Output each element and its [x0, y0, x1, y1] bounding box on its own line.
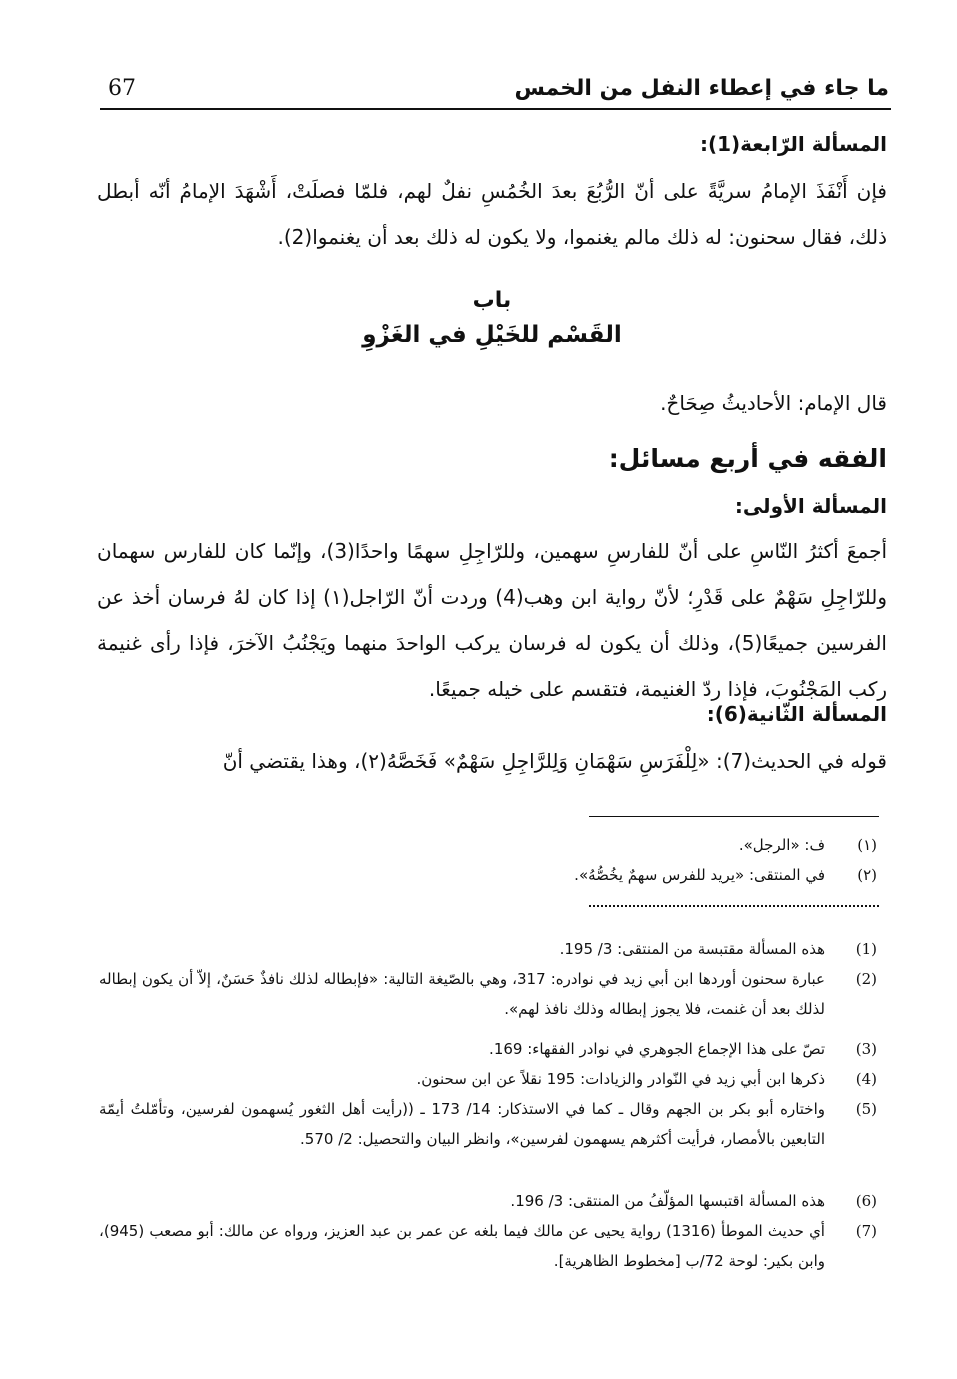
- footnote: [99, 964, 877, 1024]
- footnote: [99, 1094, 877, 1154]
- footnote-number: (5): [855, 1100, 877, 1118]
- fiqh-heading: الفقه في أربع مسائل:: [608, 444, 887, 473]
- masala-rabia-heading: المسألة الرّابعة(1):: [699, 132, 887, 156]
- footnote: [99, 1034, 877, 1064]
- footnote-number: (1): [855, 940, 877, 958]
- footnote-text: هذه المسألة مقتبسة من المنتقى: 3/ 195.: [559, 940, 825, 958]
- running-header-title: ما جاء في إعطاء النفل من الخمس: [514, 76, 889, 101]
- imam-statement: قال الإمام: الأحاديثُ صِحَاحٌ.: [660, 391, 887, 415]
- masala-rabia-paragraph: فإن أَنْفَذَ الإمامُ سريَّةً على أنّ الرُّبُعَ بعدَ الخُمُسِ نفلٌ لهم، فلمّا فصلَتْ، أَشْهَدَ الإمامُ أنّه أبطل ذلك، فقال سحنون: له ذلك مالم يغنموا، ولا يكون له ذلك بعد أن يغنموا(2).: [97, 179, 887, 249]
- masala-thaniya-paragraph: قوله في الحديث(7): «لِلْفَرَسِ سَهْمَانِ وَلِلرَّاجِلِ سَهْمٌ» فَخَصَّهُ(٢)، وهذا يقتضي أنّ: [222, 749, 887, 773]
- variant-note-number: (١): [857, 836, 877, 854]
- page-number: 67: [108, 76, 136, 101]
- variant-note: [99, 860, 877, 890]
- footnote-text: عبارة سحنون أوردها ابن أبي زيد في نوادره: 317، وهي بالصّيغة التالية: «فإبطاله لذلك نافذٌ حَسَنٌ، إلاّ أن يكون إبطاله لذلك بعد أن غنمت، فلا يجوز إبطاله وذلك نافذ لهم».: [99, 970, 825, 1018]
- bab-title: القَسْم للخَيْلِ في الغَزْوِ: [362, 322, 622, 348]
- footnote-number: (4): [855, 1070, 877, 1088]
- footnote: [99, 1064, 877, 1094]
- footnote: [99, 1216, 877, 1276]
- variant-note-number: (٢): [857, 866, 877, 884]
- footnote-number: (7): [855, 1222, 877, 1240]
- footnote-separator-line: [589, 816, 879, 817]
- footnote-text: تصّ على هذا الإجماع الجوهري في نوادر الفقهاء: 169.: [489, 1040, 825, 1058]
- footnote-separator-dots: [589, 905, 879, 907]
- footnote-number: (2): [855, 970, 877, 988]
- masala-ula-heading: المسألة الأولى:: [734, 494, 887, 518]
- header-rule: [100, 108, 891, 110]
- bab-label: باب: [472, 288, 512, 313]
- footnote-text: واختاره أبو بكر بن الجهم وقال ـ كما في الاستذكار: 14/ 173 ـ ((رأيت أهل الثغور يُسهمون لفرسين، وتأمّلتُ أيمّة التابعين بالأمصار، فرأيت أكثرهم يسهمون لفرسين»، وانظر البيان والتحصيل: 2/ 570.: [99, 1100, 825, 1148]
- footnote-number: (3): [855, 1040, 877, 1058]
- footnote-text: ذكرها ابن أبي زيد في النّوادر والزيادات: 195 نقلاً عن ابن سحنون.: [416, 1070, 825, 1088]
- footnote-text: هذه المسألة اقتبسها المؤلّفُ من المنتقى: 3/ 196.: [510, 1192, 825, 1210]
- footnote: [99, 934, 877, 964]
- footnote: [99, 1186, 877, 1216]
- variant-note: [99, 830, 877, 860]
- masala-ula-paragraph: أجمعَ أكثرُ النّاسِ على أنّ للفارسِ سهمين، وللرّاجِلِ سهمًا واحدًا(3)، وإنّما كان للفارس سهمان وللرّاجِلِ سَهْمٌ على قَدْرِ؛ لأنّ رواية ابن وهب(4) وردت أنّ الرّاجل(١) إذا كان لهُ فرسان أخذ عن الفرسين جميعًا(5)، وذلك أن يكون له فرسان يركب الواحدَ منهما ويَجْنُبُ الآخرَ، فإذا رأى غنيمة ركب المَجْنُوبَ، فإذا ردّ الغنيمة، فتقسم على خيله جميعًا.: [97, 539, 888, 701]
- variant-note-text: في المنتقى: «يريد للفرس سهمٌ يخُصُّهُ».: [574, 866, 825, 884]
- footnote-number: (6): [855, 1192, 877, 1210]
- masala-thaniya-heading: المسألة الثّانية(6):: [706, 702, 887, 726]
- variant-note-text: ف: «الرجل».: [738, 836, 825, 854]
- footnote-text: أي حديث الموطأ (1316) رواية يحيى عن مالك فيما بلغه عن عمر بن عبد العزيز، ورواه عن مالك: أبو مصعب (945)، وابن بكير: لوحة 72/ب [مخطوط الظاهرية].: [99, 1222, 825, 1270]
